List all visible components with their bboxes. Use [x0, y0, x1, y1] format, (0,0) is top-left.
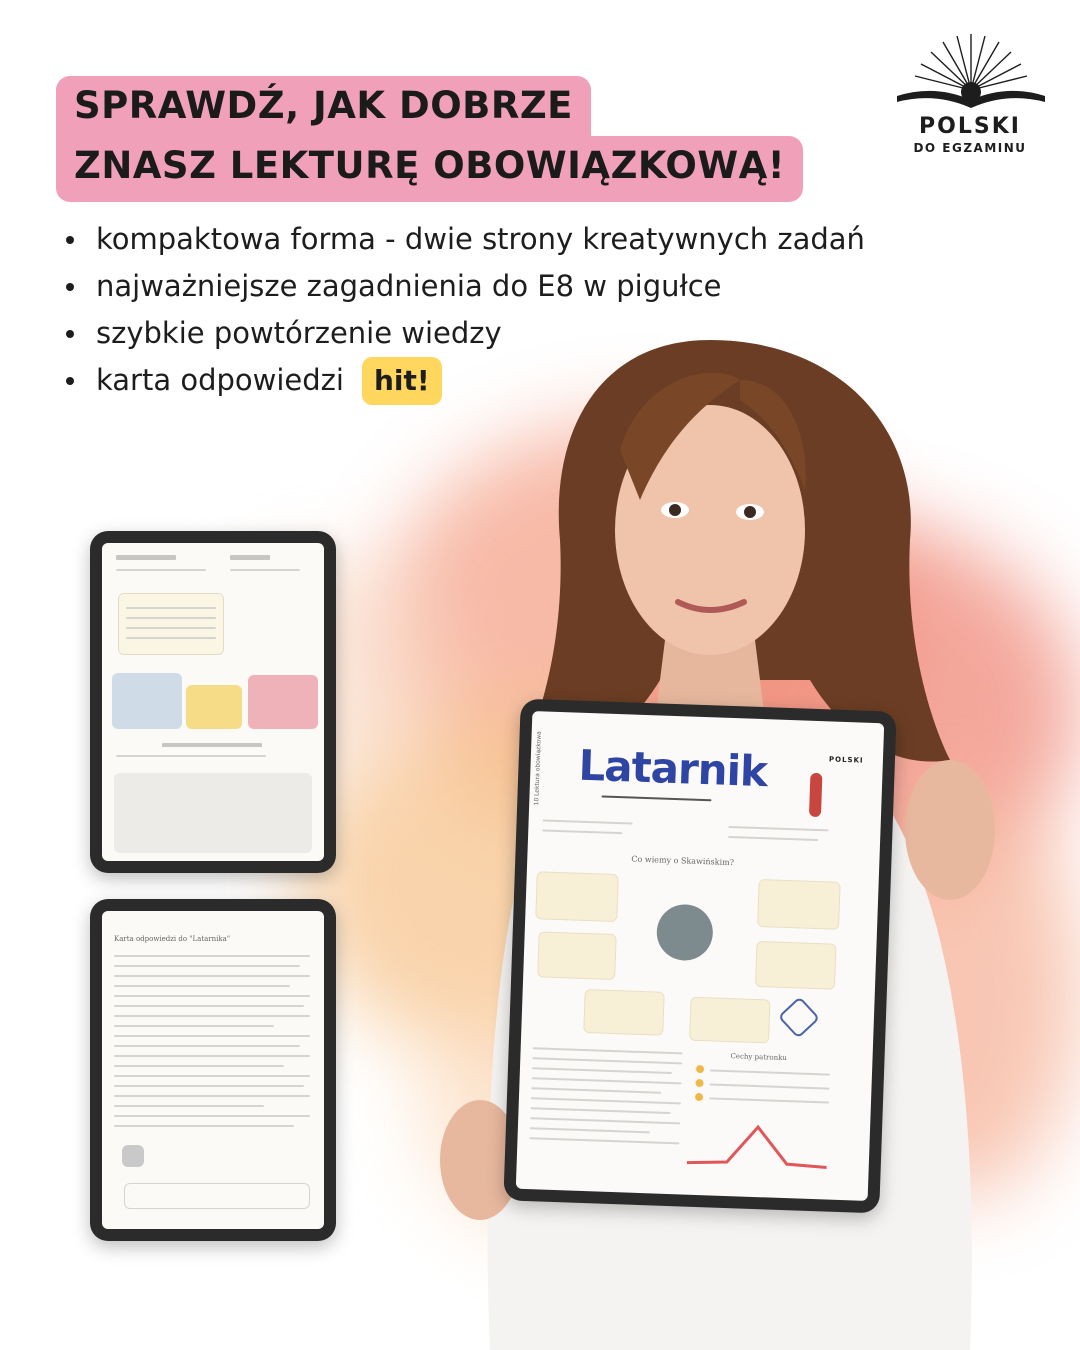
- plot-curve-icon: [687, 1117, 829, 1172]
- tablet-screen: [516, 711, 884, 1201]
- compass-icon: [778, 996, 820, 1038]
- bullet-icon: [66, 330, 74, 338]
- answer-key-title: Karta odpowiedzi do "Latarnika": [114, 935, 231, 943]
- feature-text: najważniejsze zagadnienia do E8 w pigułce: [96, 269, 722, 303]
- hit-badge: hit!: [362, 357, 442, 405]
- feature-text: kompaktowa forma - dwie strony kreatywnych zadań: [96, 222, 865, 256]
- bullet-icon: [66, 283, 74, 291]
- tablet-screen: [102, 543, 324, 861]
- tablet-preview-answer-key: [90, 899, 336, 1241]
- worksheet-title: Latarnik: [577, 740, 768, 797]
- tablet-screen: [102, 911, 324, 1229]
- tablet-preview-worksheet: [90, 531, 336, 873]
- bullet-icon: [66, 236, 74, 244]
- mini-logo: POLSKI: [828, 755, 864, 765]
- lighthouse-icon: [809, 773, 823, 817]
- feature-text: karta odpowiedzi: [96, 363, 344, 397]
- feature-text: szybkie powtórzenie wiedzy: [96, 316, 502, 350]
- feature-item: [62, 216, 865, 263]
- feature-item: [62, 263, 865, 310]
- logo-subtitle: DO EGZAMINU: [913, 141, 1027, 155]
- tablet-main-preview: [503, 699, 896, 1214]
- headline-line-2: ZNASZ LEKTURĘ OBOWIĄZKOWĄ!: [56, 136, 803, 202]
- logo-brand-text: POLSKI: [919, 114, 1021, 139]
- question-heading: Co wiemy o Skawińskim?: [631, 854, 735, 868]
- headline-line-1: SPRAWDŹ, JAK DOBRZE: [56, 76, 591, 138]
- portrait-icon: [656, 903, 714, 961]
- traits-heading: Cechy patronku: [730, 1052, 788, 1063]
- brand-logo: [895, 30, 1045, 180]
- bullet-icon: [66, 377, 74, 385]
- book-sunrise-icon: [895, 30, 1047, 110]
- qr-code-icon: [122, 1145, 144, 1167]
- side-tag: 10 Lektura obowiązkowa: [533, 731, 543, 806]
